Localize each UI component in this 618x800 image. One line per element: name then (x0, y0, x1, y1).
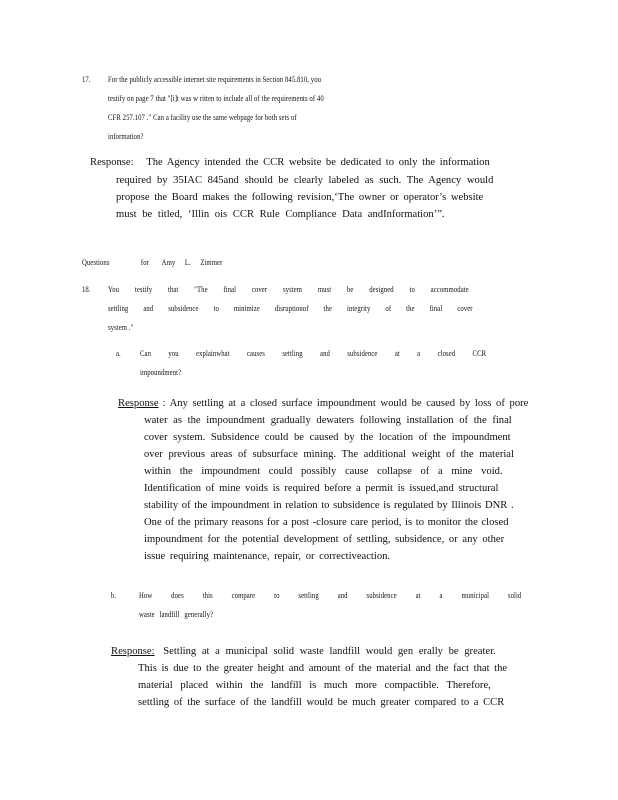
response-text-line: stability of the impoundment in relation to subsidence is regulated by Illinois DNR . (144, 500, 514, 511)
question-text-line: impoundment? (140, 367, 182, 377)
question-text-line: information? (108, 131, 144, 141)
response-text-line: issue requiring maintenance, repair, or correctiveaction. (144, 551, 391, 562)
question-text-line: CFR 257.107 ." Can a facility use the same webpage for both sets of (108, 112, 297, 122)
question-text-line: system ." (108, 322, 134, 332)
response-text-line: impoundment for the potential development of settling, subsidence, or any other (144, 534, 505, 545)
response-text-line: The Agency intended the CCR website be dedicated to only the information (146, 157, 490, 168)
response-text-line: Settling at a municipal solid waste landfill would gen erally be greater. (163, 646, 496, 657)
question-text-line: settling and subsidence to minimize disruptionof the integrity of the final cover (108, 303, 473, 313)
section-heading (82, 257, 222, 267)
question-text-line: How does this compare to settling and subsidence at a municipal solid (139, 590, 522, 600)
question-letter: a. (116, 348, 121, 358)
question-text-line: For the publicly accessible internet site requirements in Section 845.810, you (108, 74, 322, 84)
response-text-line: This is due to the greater height and amount of the material and the fact that the (138, 663, 508, 674)
response-text-line: material placed within the landfill is much more compactible. Therefore, (138, 680, 491, 691)
response-text-line: Identification of mine voids is required before a permit is issued,and structural (144, 483, 499, 494)
response-text-line: within the impoundment could possibly cause collapse of a mine void. (144, 466, 503, 477)
question-text-line: waste landfill generally? (139, 609, 214, 619)
response-text-line: water as the impoundment gradually dewaters following installation of the final (144, 415, 512, 426)
question-number: 17. (82, 74, 91, 84)
response-label: Response: (111, 646, 155, 657)
response-text-line: One of the primary reasons for a post -closure care period, is to monitor the closed (144, 517, 509, 528)
response-label: Response (118, 398, 159, 409)
response-text-line: propose the Board makes the following revision,‘The owner or operator’s website (116, 192, 484, 203)
response-text-line: settling of the surface of the landfill would be much greater compared to a CCR (138, 697, 505, 708)
response-text-line: required by 35IAC 845and should be clearly labeled as such. The Agency would (116, 175, 494, 186)
response-label: Response: (90, 157, 134, 168)
question-text-line: Can you explainwhat causes settling and subsidence at a closed CCR (140, 348, 487, 358)
response-text-line: cover system. Subsidence could be caused by the location of the impoundment (144, 432, 511, 443)
question-letter: b. (111, 590, 117, 600)
heading-name: Amy L. Zimmer (161, 257, 223, 267)
response-text-line: over previous areas of subsurface mining. The additional weight of the material (144, 449, 514, 460)
response-text-line: : Any settling at a closed surface impoundment would be caused by loss of pore (162, 398, 529, 409)
heading-prefix: Questions for (82, 257, 149, 267)
question-number: 18. (82, 284, 91, 294)
question-text-line: You testify that "The final cover system must be designed to accommodate (108, 284, 469, 294)
question-text-line: testify on page 7 that "[i]t was w ritten to include all of the requirements of 40 (108, 93, 324, 103)
response-text-line: must be titled, ‘Illin ois CCR Rule Compliance Data andInformation’”. (116, 209, 445, 220)
